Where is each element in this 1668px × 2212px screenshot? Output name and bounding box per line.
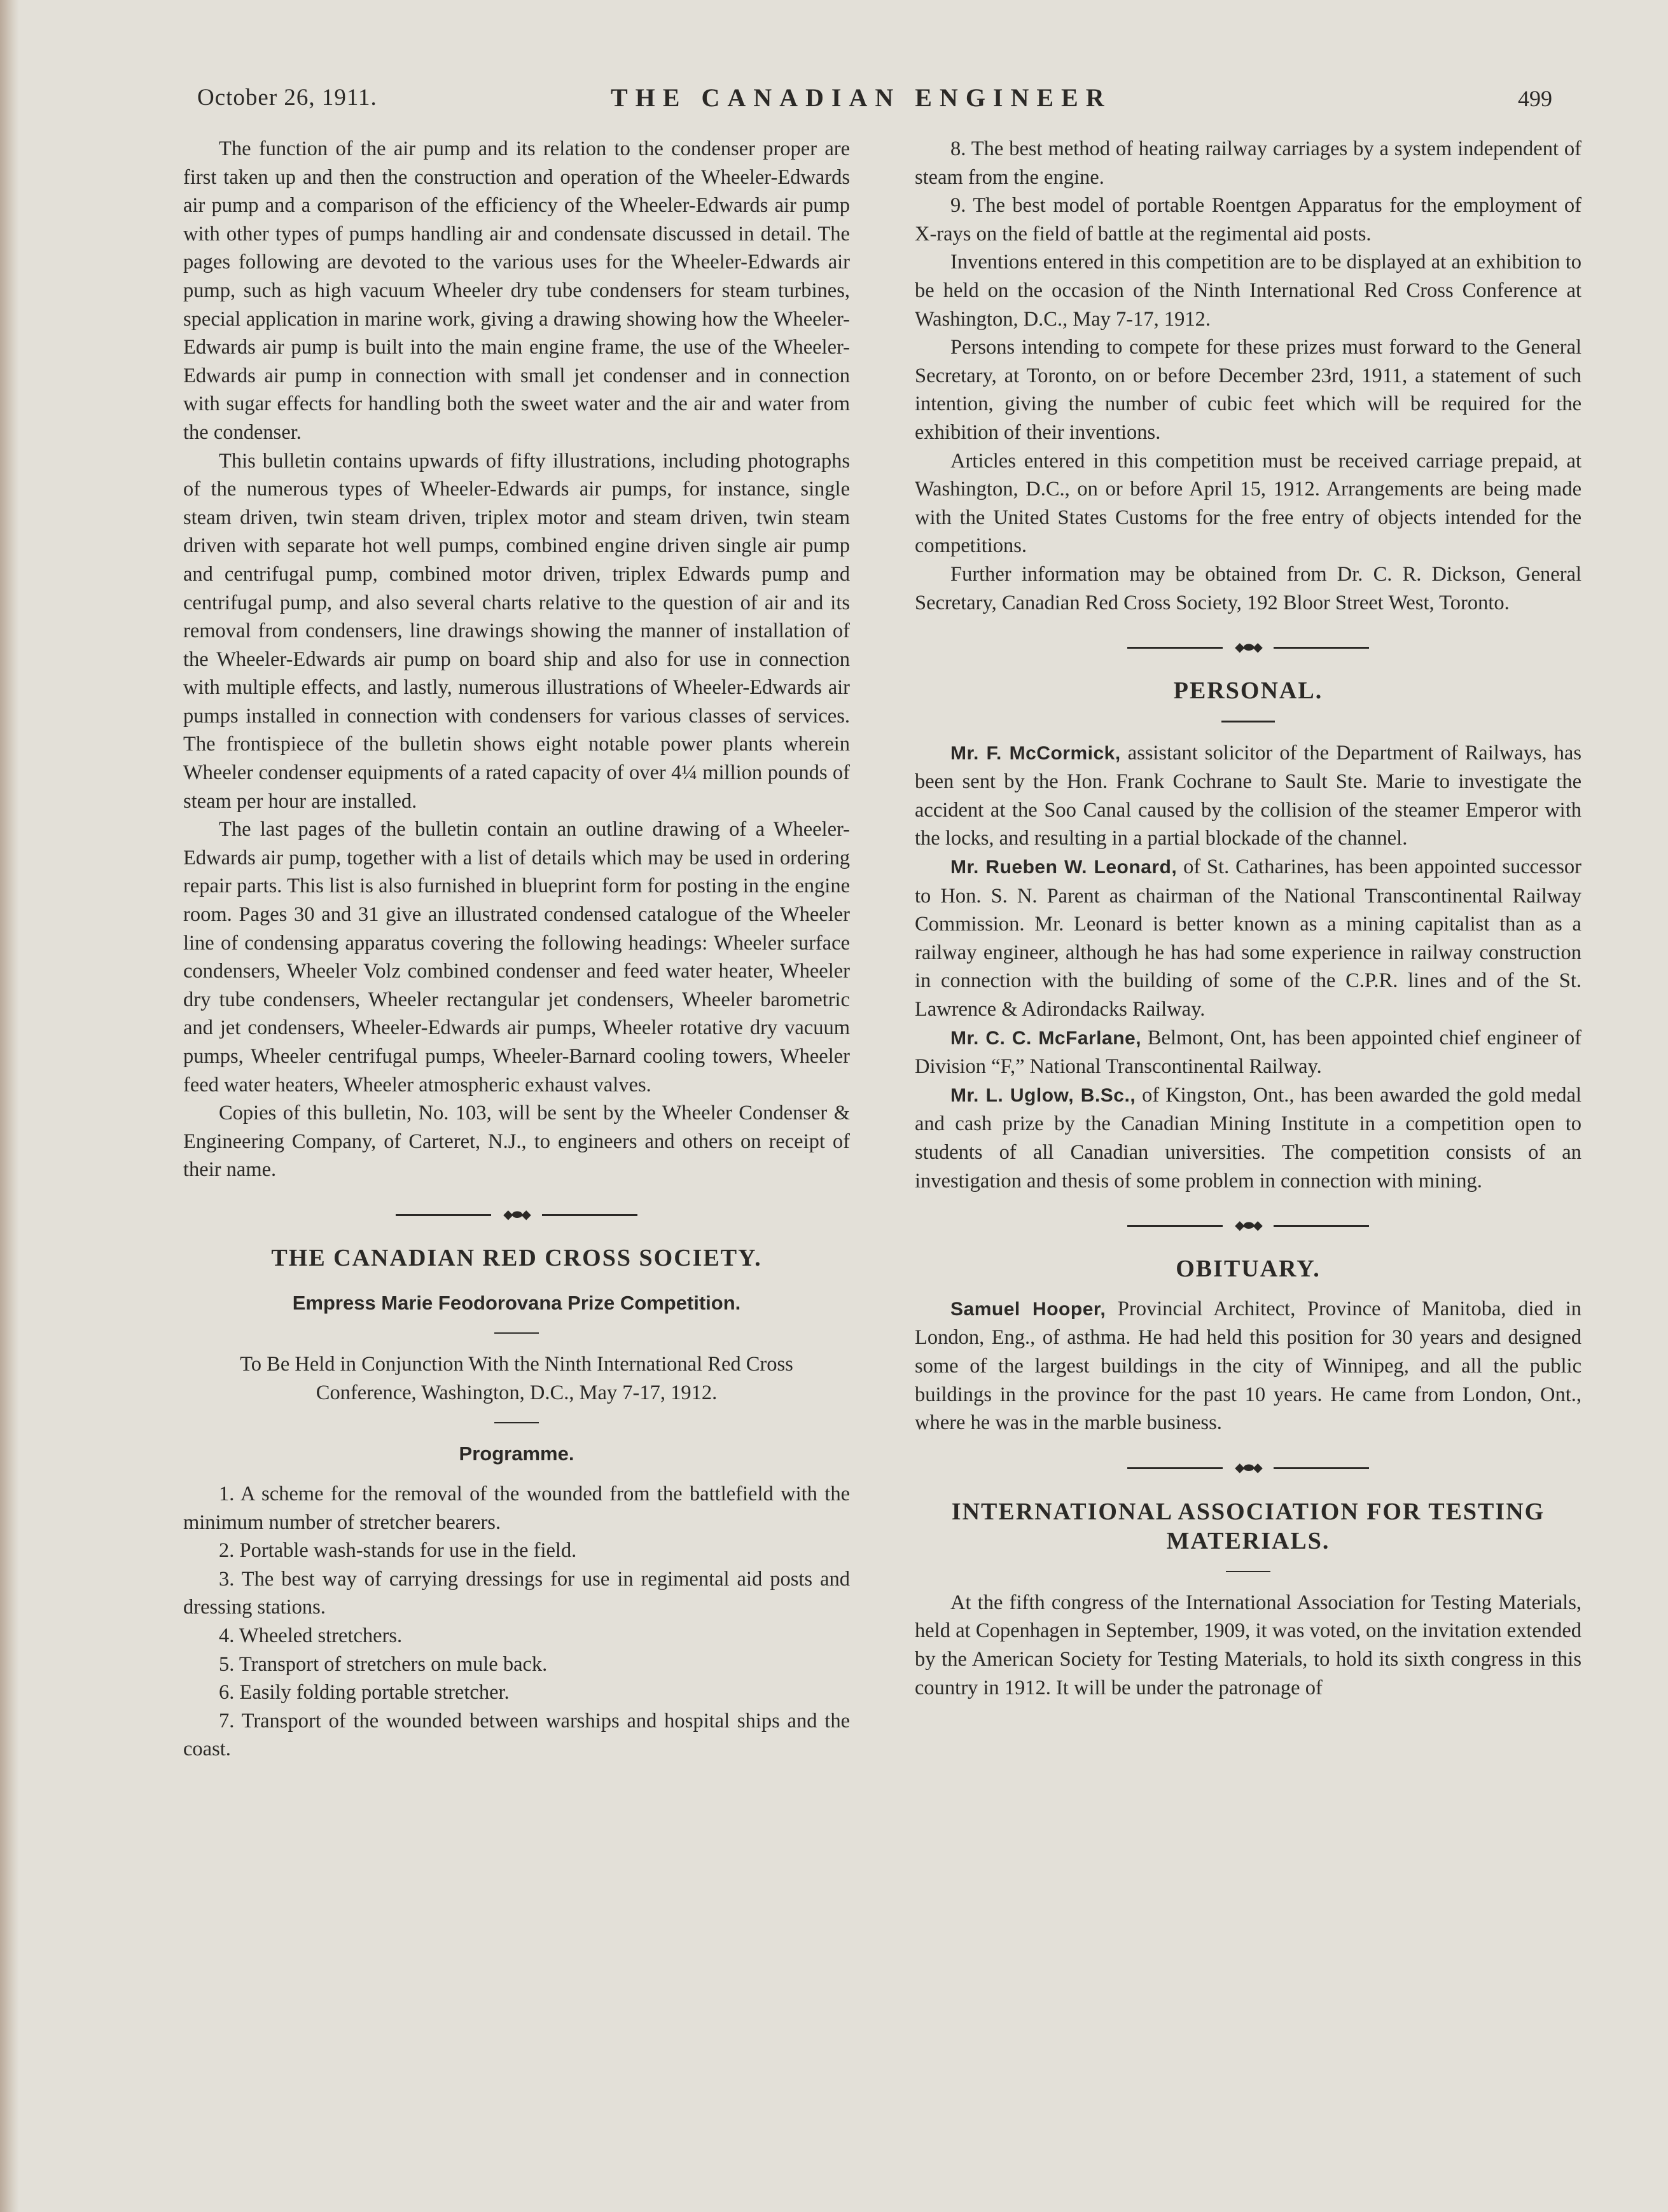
programme-item: 2. Portable wash-stands for use in the field. [219, 1539, 577, 1563]
personal-entry [915, 1081, 1581, 1195]
entry-text: Belmont, Ont, has been appointed chief engineer of Division “F,” National Transcontinental Railway. [915, 1026, 1581, 1079]
section-ornament: ◆⬬◆ [1127, 1462, 1369, 1474]
personal-entry [915, 1024, 1581, 1081]
body-paragraph: Copies of this bulletin, No. 103, will be sent by the Wheeler Condenser & Engineering Company, of Carteret, N.J., to engineers and others on receipt of their name. [183, 1102, 850, 1182]
programme-item: 5. Transport of stretchers on mule back. [219, 1652, 548, 1676]
obituary-entry [915, 1295, 1581, 1437]
person-name: Samuel Hooper, [950, 1298, 1106, 1320]
programme-heading: Programme. [459, 1442, 574, 1465]
entry-text: assistant solicitor of the Department of Railways, has been sent by the Hon. Frank Cochrane to Sault Ste. Marie to investigate the accident at the Soo Canal caused by the collision of the steamer Emperor with the locks, and resulting in a partial blockade of the channel. [915, 741, 1582, 850]
programme-item: 7. Transport of the wounded between warships and hospital ships and the coast. [183, 1709, 850, 1761]
body-paragraph: Further information may be obtained from Dr. C. R. Dickson, General Secretary, Canadian Red Cross Society, 192 Bloor Street West, Toronto. [915, 562, 1581, 614]
programme-item: 1. A scheme for the removal of the wounded from the battlefield with the minimum number of stretcher bearers. [183, 1482, 850, 1534]
person-name: Mr. C. C. McFarlane, [950, 1027, 1142, 1049]
title-rule [1226, 1571, 1270, 1572]
person-name: Mr. L. Uglow, B.Sc., [950, 1084, 1136, 1106]
right-column [915, 135, 1581, 1702]
page-spine-shadow [0, 0, 19, 2212]
issue-date: October 26, 1911. [197, 85, 377, 111]
body-paragraph: This bulletin contains upwards of fifty illustrations, including photographs of the numerous types of Wheeler-Edwards air pumps, for instance, single steam driven, twin steam driven, triplex motor and steam driven, twin steam driven with separate hot well pumps, combined engine driven single air pump and centrifugal pump, combined motor driven, triplex Edwards pump and centrifugal pump, and also several charts relative to the question of air and its removal from condensers, line drawings showing the manner of installation of the Wheeler-Edwards air pump on board ship and also for use in connection with multiple effects, and lastly, numerous illustrations of Wheeler-Edwards air pumps installed in connection with condensers for various classes of services. The frontispiece of the bulletin shows eight notable power plants wherein Wheeler condenser equipments of a rated capacity of over 4¼ million pounds of steam per hour are installed. [183, 449, 850, 813]
page-number: 499 [1518, 86, 1552, 111]
person-name: Mr. Rueben W. Leonard, [950, 857, 1178, 878]
title-rule [1221, 721, 1275, 722]
competition-subtitle: Empress Marie Feodorovana Prize Competition. [292, 1291, 741, 1314]
page-header [0, 84, 1668, 122]
section-ornament: ◆⬬◆ [396, 1208, 637, 1221]
section-ornament: ◆⬬◆ [1127, 641, 1369, 654]
body-paragraph: Articles entered in this competition must be received carriage prepaid, at Washington, D.C., on or before April 15, 1912. Arrangements are being made with the United States Customs for the free entry of objects intended for the competitions. [915, 449, 1581, 558]
programme-item: 3. The best way of carrying dressings for use in regimental aid posts and dressing stations. [183, 1567, 850, 1619]
entry-text: of St. Catharines, has been appointed successor to Hon. S. N. Parent as chairman of the National Transcontinental Railway Commission. Mr. Leonard is better known as a mining capitalist than as a railway engineer, although he has had some experience in railway construction in connection with the building of some of the C.P.R. lines and of the St. Lawrence & Adirondacks Railway. [915, 855, 1581, 1021]
body-paragraph: The function of the air pump and its relation to the condenser proper are first taken up and then the construction and operation of the Wheeler-Edwards air pump and a comparison of the efficiency of the Wheeler-Edwards air pump with other types of pumps handling air and condensate discussed in detail. The pages following are devoted to the various uses for the Wheeler-Edwards air pump, such as high vacuum Wheeler dry tube condensers for steam turbines, special application in marine work, giving a drawing showing how the Wheeler-Edwards air pump is built into the main engine frame, the use of the Wheeler-Edwards air pump in connection with small jet condenser and in connection with sugar effects for handling both the sweet water and the air and water from the condenser. [183, 137, 850, 444]
note-rule [494, 1422, 539, 1423]
person-name: Mr. F. McCormick, [950, 742, 1121, 764]
subtitle-rule [494, 1332, 539, 1334]
obituary-title: OBITUARY. [1176, 1255, 1321, 1283]
programme-item: 4. Wheeled stretchers. [219, 1624, 403, 1647]
competition-note: To Be Held in Conjunction With the Ninth International Red Cross Conference, Washington, D.C., May 7-17, 1912. [240, 1353, 793, 1404]
programme-item: 8. The best method of heating railway carriages by a system independent of steam from the engine. [915, 137, 1581, 189]
programme-item: 6. Easily folding portable stretcher. [219, 1681, 510, 1704]
programme-item: 9. The best model of portable Roentgen Apparatus for the employment of X-rays on the field of battle at the regimental aid posts. [915, 194, 1581, 245]
section-ornament: ◆⬬◆ [1127, 1219, 1369, 1232]
personal-title: PERSONAL. [1173, 677, 1323, 705]
body-paragraph: The last pages of the bulletin contain an outline drawing of a Wheeler-Edwards air pump, together with a list of details which may be used in ordering repair parts. This list is also furnished in blueprint form for posting in the engine room. Pages 30 and 31 give an illustrated condensed catalogue of the Wheeler line of condensing apparatus covering the following headings: Wheeler surface condensers, Wheeler Volz combined condenser and feed water heater, Wheeler dry tube condensers, Wheeler rectangular jet condensers, Wheeler barometric and jet condensers, Wheeler-Edwards air pumps, Wheeler rotative dry vacuum pumps, Wheeler centrifugal pumps, Wheeler-Barnard cooling towers, Wheeler feed water heaters, Wheeler atmospheric exhaust valves. [183, 818, 850, 1096]
left-column [183, 135, 850, 1764]
entry-text: Provincial Architect, Province of Manitoba, died in London, Eng., of asthma. He had held this position for 30 years and designed some of the largest buildings in the city of Winnipeg, and all the public buildings in the province for the past 10 years. He came from London, Ont., where he was in the marble business. [915, 1297, 1581, 1435]
body-paragraph: Inventions entered in this competition are to be displayed at an exhibition to be held on the occasion of the Ninth International Red Cross Conference at Washington, D.C., May 7-17, 1912. [915, 251, 1581, 331]
personal-entry [915, 739, 1581, 853]
journal-title: THE CANADIAN ENGINEER [611, 83, 1112, 112]
personal-entry [915, 853, 1581, 1024]
iatm-title: INTERNATIONAL ASSOCIATION FOR TESTING MATERIALS. [951, 1498, 1545, 1554]
entry-text: of Kingston, Ont., has been awarded the gold medal and cash prize by the Canadian Mining Institute in a competition open to students of all Canadian universities. The competition consists of an investigation and thesis of some problem in connection with mining. [915, 1083, 1581, 1192]
red-cross-title: THE CANADIAN RED CROSS SOCIETY. [271, 1244, 762, 1271]
body-paragraph: At the fifth congress of the International Association for Testing Materials, held at Copenhagen in September, 1909, it was voted, on the invitation extended by the American Society for Testing Materials, to hold its sixth congress in this country in 1912. It will be under the patronage of [915, 1591, 1581, 1699]
body-paragraph: Persons intending to compete for these prizes must forward to the General Secretary, at Toronto, on or before December 23rd, 1911, a statement of such intention, giving the number of cubic feet which will be required for the exhibition of their inventions. [915, 336, 1581, 444]
